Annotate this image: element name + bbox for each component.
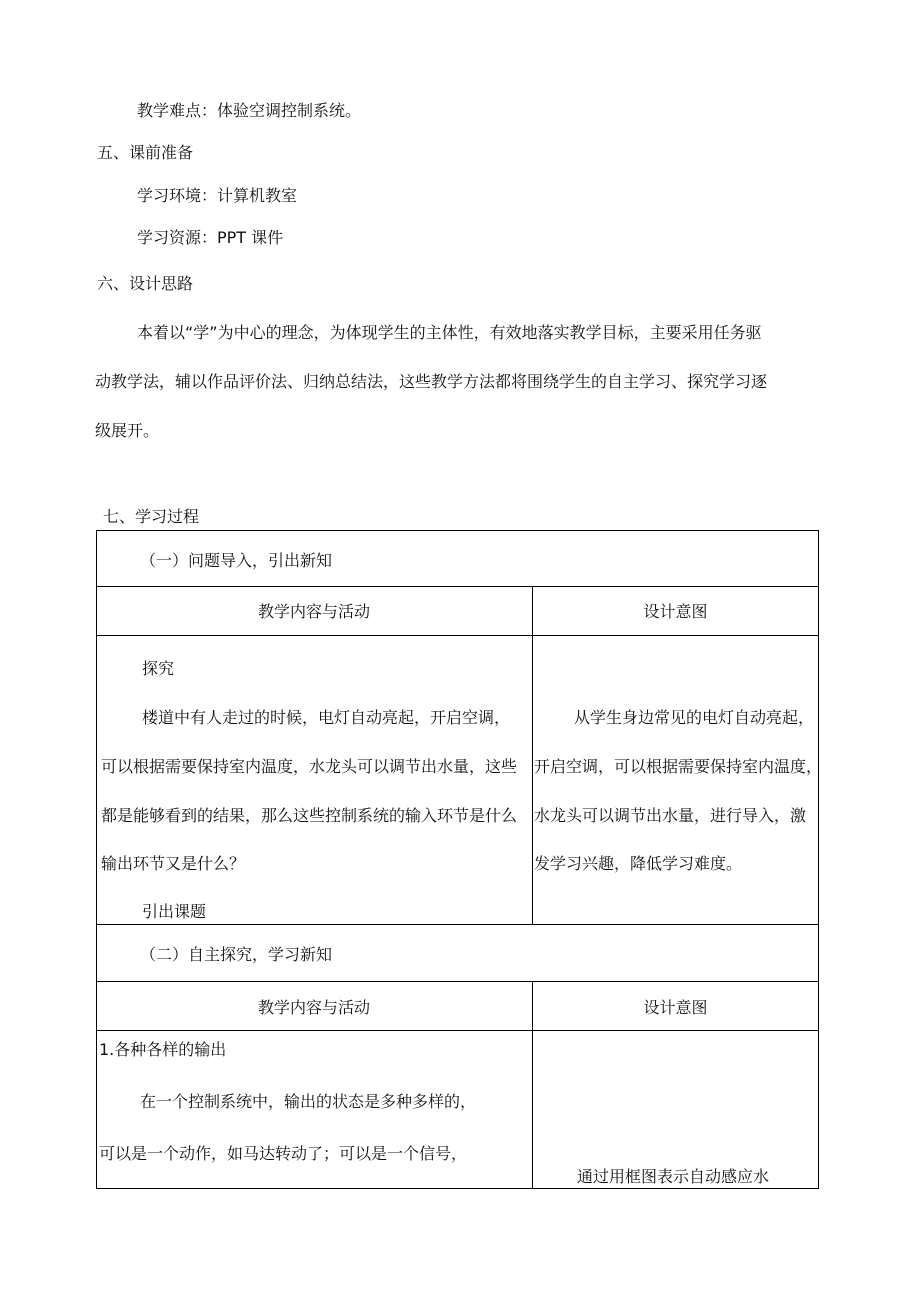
header2-content-activity: 教学内容与活动 xyxy=(257,998,370,1017)
part1-content-line: 可以根据需要保持室内温度，水龙头可以调节出水量，这些 xyxy=(101,757,518,776)
header2-design-intent: 设计意图 xyxy=(643,998,708,1017)
header-content-activity: 教学内容与活动 xyxy=(257,602,370,621)
part1-title: （一）问题导入，引出新知 xyxy=(140,551,333,570)
part1-intent-line: 水龙头可以调节出水量，进行导入，激 xyxy=(534,806,807,825)
process-heading: 七、学习过程 xyxy=(103,507,200,526)
part2-title: （二）自主探究，学习新知 xyxy=(140,945,333,964)
design-line: 级展开。 xyxy=(95,421,160,440)
prep-heading: 五、课前准备 xyxy=(97,143,194,162)
part2-content-line: 可以是一个动作，如马达转动了；可以是一个信号， xyxy=(99,1144,468,1163)
learning-resources: 学习资源：PPT 课件 xyxy=(137,228,284,247)
part1-intent-line: 从学生身边常见的电灯自动亮起， xyxy=(574,708,815,727)
part1-intent-line: 开启空调，可以根据需要保持室内温度， xyxy=(534,757,823,776)
learning-process-table xyxy=(96,530,823,1189)
part1-content-line: 引出课题 xyxy=(142,902,207,921)
design-line: 动教学法，辅以作品评价法、归纳总结法，这些教学方法都将围绕学生的自主学习、探究学习逐 xyxy=(95,372,768,391)
part1-intent-line: 发学习兴趣，降低学习难度。 xyxy=(534,854,743,873)
part1-content-line: 探究 xyxy=(142,659,175,678)
part2-intent-line: 通过用框图表示自动感应水 xyxy=(577,1167,770,1186)
part1-content-line: 都是能够看到的结果，那么这些控制系统的输入环节是什么 xyxy=(101,806,518,825)
design-line: 本着以“学”为中心的理念，为体现学生的主体性，有效地落实教学目标，主要采用任务驱 xyxy=(137,323,762,342)
part2-content-line: 1.各种各样的输出 xyxy=(99,1040,227,1059)
header-design-intent: 设计意图 xyxy=(643,602,708,621)
part1-content-line: 楼道中有人走过的时候，电灯自动亮起，开启空调， xyxy=(142,708,511,727)
learning-environment: 学习环境：计算机教室 xyxy=(137,186,298,205)
design-heading: 六、设计思路 xyxy=(97,274,194,293)
part2-content-line: 在一个控制系统中，输出的状态是多种多样的， xyxy=(140,1092,477,1111)
part1-content-line: 输出环节又是什么？ xyxy=(101,854,246,873)
teaching-difficulty: 教学难点：体验空调控制系统。 xyxy=(137,101,362,120)
